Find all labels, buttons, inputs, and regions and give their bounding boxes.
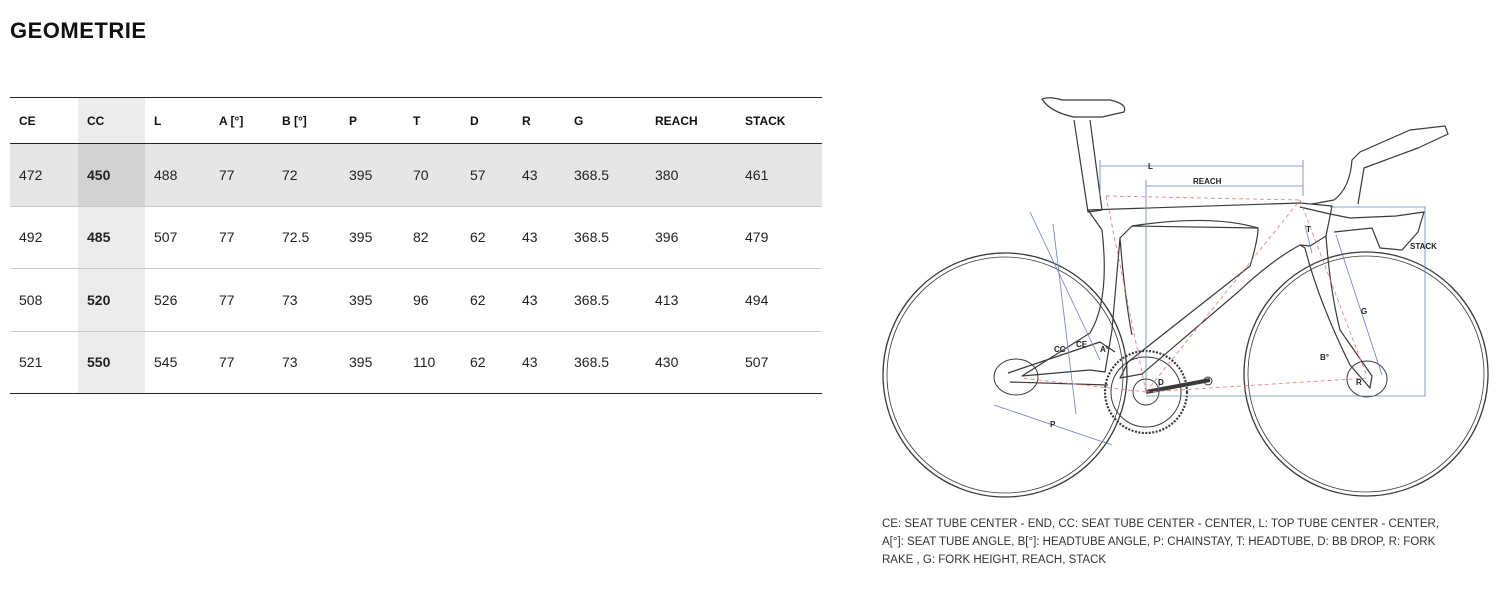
cell-stack: 494 — [745, 291, 769, 308]
cell-p: 395 — [349, 291, 373, 308]
cell-r: 43 — [522, 166, 538, 183]
cell-a: 77 — [219, 354, 235, 371]
label-cc: CC — [1054, 345, 1066, 354]
table-row — [10, 269, 822, 332]
cell-t: 70 — [413, 166, 429, 183]
cell-l: 507 — [154, 229, 178, 246]
cell-a: 77 — [219, 291, 235, 308]
label-ce: CE — [1076, 340, 1088, 349]
column-header-t: T — [413, 113, 421, 128]
column-header-d: D — [470, 113, 479, 128]
cell-b: 73 — [282, 354, 298, 371]
cell-g: 368.5 — [574, 291, 610, 308]
rear-wheel — [883, 253, 1127, 497]
dimension-lines — [994, 160, 1425, 445]
cell-cc: 485 — [78, 206, 145, 269]
cell-l: 488 — [154, 166, 178, 183]
cell-r: 43 — [522, 291, 538, 308]
column-header-r: R — [522, 113, 531, 128]
cell-cc: 550 — [78, 331, 145, 394]
cell-reach: 380 — [655, 166, 679, 183]
cell-stack: 507 — [745, 354, 769, 371]
legend-text: CE: SEAT TUBE CENTER - END, CC: SEAT TUBE CENTER - CENTER, L: TOP TUBE CENTER - CENTER, A[°]: SEAT TUBE ANGLE, B[°]: HEADTUBE ANGLE, P: CHAINSTAY, T: HEADTUBE, D: BB DROP, R: FORK RAKE , G: FORK HEIGHT, REACH, STACK — [882, 518, 1439, 566]
cell-ce: 472 — [19, 166, 43, 183]
front-wheel — [1244, 252, 1488, 496]
label-d: D — [1158, 378, 1164, 387]
cell-d: 57 — [470, 166, 486, 183]
bike-geometry-diagram — [878, 90, 1490, 502]
table-row — [10, 144, 822, 207]
bike-frame — [1008, 98, 1448, 388]
cell-r: 43 — [522, 229, 538, 246]
cell-ce: 492 — [19, 229, 43, 246]
cell-l: 526 — [154, 291, 178, 308]
cell-g: 368.5 — [574, 166, 610, 183]
cell-p: 395 — [349, 229, 373, 246]
cell-p: 395 — [349, 354, 373, 371]
geometry-table — [10, 97, 822, 394]
column-header-p: P — [349, 113, 358, 128]
column-header-b: B [°] — [282, 113, 307, 128]
table-row — [10, 206, 822, 269]
column-header-g: G — [574, 113, 584, 128]
label-a: A° — [1100, 345, 1109, 354]
cell-ce: 508 — [19, 291, 43, 308]
table-row — [10, 331, 822, 394]
center-lines — [1020, 196, 1368, 392]
cell-t: 110 — [413, 354, 436, 371]
cell-b: 72.5 — [282, 229, 310, 246]
cell-a: 77 — [219, 229, 235, 246]
crankset — [1105, 351, 1212, 433]
label-g: G — [1361, 307, 1368, 316]
cell-r: 43 — [522, 354, 538, 371]
cell-d: 62 — [470, 229, 486, 246]
label-p: P — [1050, 420, 1056, 429]
column-header-reach: REACH — [655, 113, 698, 128]
cell-d: 62 — [470, 291, 486, 308]
cell-stack: 461 — [745, 166, 769, 183]
label-r: R — [1356, 378, 1362, 387]
label-stack: STACK — [1410, 242, 1437, 251]
cell-stack: 479 — [745, 229, 769, 246]
cell-p: 395 — [349, 166, 373, 183]
column-header-ce: CE — [19, 113, 36, 128]
column-header-l: L — [154, 113, 162, 128]
cell-reach: 413 — [655, 291, 679, 308]
label-t: T — [1306, 225, 1311, 234]
cell-g: 368.5 — [574, 354, 610, 371]
cell-b: 72 — [282, 166, 298, 183]
cell-a: 77 — [219, 166, 235, 183]
cell-cc: 450 — [78, 144, 145, 207]
cell-reach: 396 — [655, 229, 679, 246]
cell-cc: 520 — [78, 269, 145, 332]
cell-l: 545 — [154, 354, 178, 371]
column-header-cc: CC — [78, 98, 145, 144]
column-header-a: A [°] — [219, 113, 244, 128]
page-title: GEOMETRIE — [10, 18, 147, 43]
label-b: B° — [1320, 353, 1329, 362]
column-header-stack: STACK — [745, 113, 786, 128]
cell-t: 96 — [413, 291, 429, 308]
table-header-row — [10, 98, 822, 144]
cell-d: 62 — [470, 354, 486, 371]
cell-reach: 430 — [655, 354, 679, 371]
label-l: L — [1148, 162, 1153, 171]
cell-b: 73 — [282, 291, 298, 308]
label-reach: REACH — [1193, 177, 1222, 186]
cell-ce: 521 — [19, 354, 43, 371]
cell-g: 368.5 — [574, 229, 610, 246]
cell-t: 82 — [413, 229, 429, 246]
